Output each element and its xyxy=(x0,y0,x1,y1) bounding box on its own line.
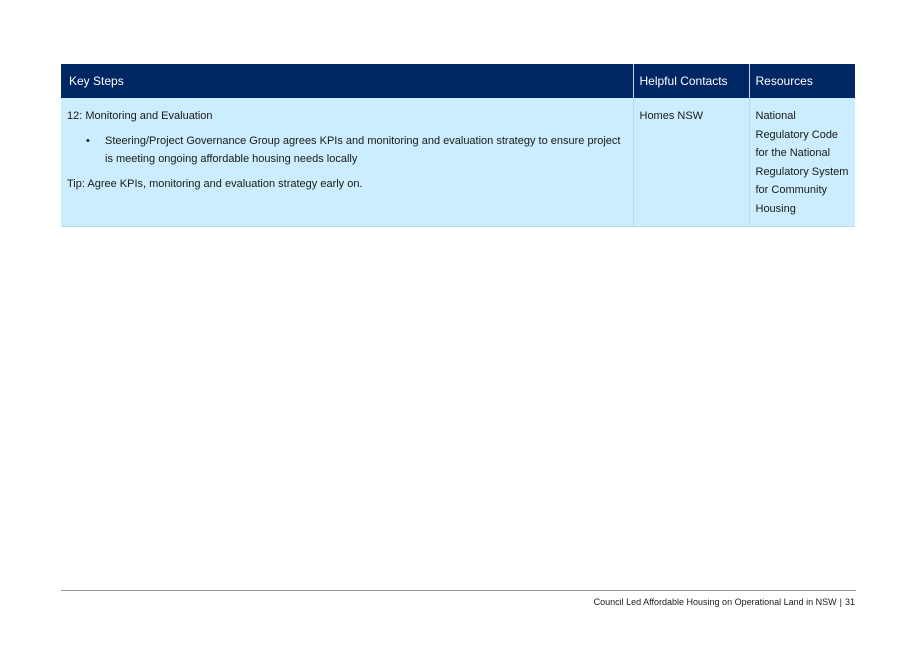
key-steps-cell xyxy=(61,98,633,227)
table-row xyxy=(61,98,855,227)
resources-cell xyxy=(749,98,855,227)
tip-text: Tip: Agree KPIs, monitoring and evaluation strategy early on. xyxy=(67,177,363,190)
footer-separator: | xyxy=(839,597,842,607)
step-title: 12: Monitoring and Evaluation xyxy=(67,110,213,122)
step-bullet-list xyxy=(67,132,627,169)
list-item xyxy=(86,132,627,169)
bullet-text: Steering/Project Governance Group agrees KPIs and monitoring and evaluation strategy to ensure project is meeting ongoing affordable housing needs locally xyxy=(105,134,621,165)
helpful-contacts-cell xyxy=(633,98,749,227)
header-helpful-contacts: Helpful Contacts xyxy=(633,64,749,98)
header-key-steps: Key Steps xyxy=(61,64,633,98)
footer-divider xyxy=(61,590,856,591)
page-number: 31 xyxy=(844,597,855,607)
table-header-row xyxy=(61,64,855,98)
page-footer xyxy=(594,597,855,607)
footer-document-title: Council Led Affordable Housing on Operational Land in NSW xyxy=(593,597,837,607)
bullet-icon: • xyxy=(86,134,90,147)
resource-national-regulatory-code: National Regulatory Code for the National Regulatory System for Community Housing xyxy=(755,110,849,215)
contact-homes-nsw: Homes NSW xyxy=(639,110,704,122)
header-resources: Resources xyxy=(749,64,855,98)
key-steps-table xyxy=(61,64,855,227)
